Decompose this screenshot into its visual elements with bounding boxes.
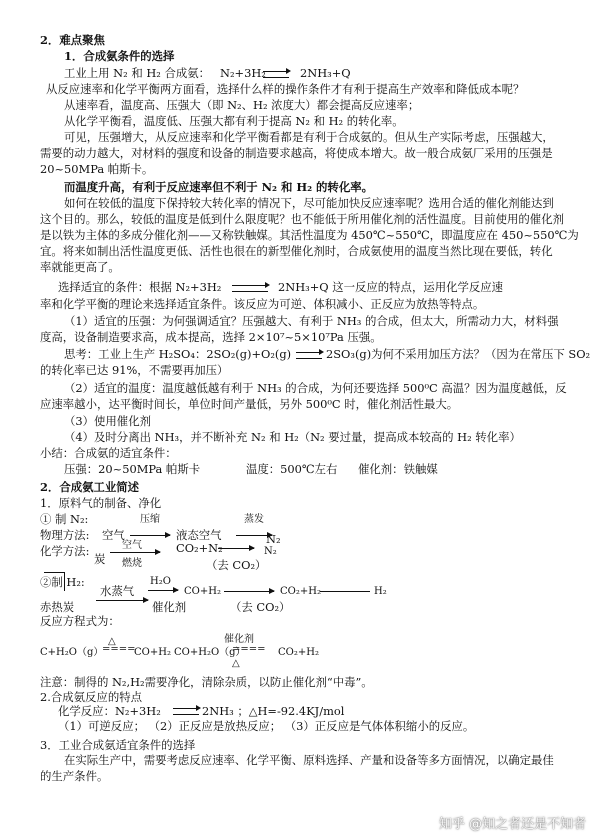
text-line: 如何在较低的温度下保持较大转化率的情况下，尽可能加快反应速率呢？选用合适的催化剂能达到 bbox=[64, 196, 554, 210]
text-line: ②制 H₂: bbox=[40, 575, 85, 589]
label: CO+H₂ bbox=[184, 586, 221, 597]
text-line: 率和化学平衡的理论来选择适宜条件。该反应为可逆、体积减小、正反应为放热等特点。 bbox=[40, 297, 485, 311]
equation-left: N₂+3H₂ bbox=[220, 66, 266, 80]
arrow-icon bbox=[110, 552, 160, 553]
text-line: 20~50MPa 帕斯卡。 bbox=[40, 162, 154, 176]
equation: CO+H₂O（g） bbox=[174, 647, 246, 658]
text-line: 2NH₃ ；△H=-92.4KJ/mol bbox=[202, 704, 345, 718]
text-line: （3）使用催化剂 bbox=[64, 414, 151, 428]
label: （去 CO₂） bbox=[230, 600, 291, 614]
summary-temperature: 温度：500℃左右 bbox=[246, 462, 338, 476]
section-title: 2．难点聚焦 bbox=[40, 33, 105, 47]
text-line: 2NH₃+Q 这一反应的特点，运用化学反应速 bbox=[278, 280, 504, 294]
text-line: 思考：工业上生产 H₂SO₄：2SO₂(g)+O₂(g) bbox=[64, 347, 292, 361]
note-line: 注意：制得的 N₂,H₂需要净化，清除杂质，以防止催化剂“中毒”。 bbox=[40, 675, 373, 689]
text-line: 的转化率已达 91%，不需要再加压） bbox=[40, 363, 229, 377]
label: CO₂+H₂ bbox=[280, 586, 321, 597]
text-line: 化学反应：N₂+3H₂ bbox=[58, 704, 161, 718]
reversible-arrow-icon bbox=[296, 352, 322, 359]
text-line: 2.合成氨反应的特点 bbox=[40, 690, 142, 704]
text-line: 选择适宜的条件：根据 N₂+3H₂ bbox=[58, 280, 222, 294]
reversible-arrow-icon bbox=[173, 708, 199, 715]
delta-icon: △ bbox=[232, 658, 240, 669]
label: N₂ bbox=[264, 546, 277, 557]
label: CO₂+N₂ bbox=[176, 541, 223, 555]
arrow-icon bbox=[224, 591, 274, 592]
text-line: 1．原料气的制备、净化 bbox=[40, 496, 162, 510]
watermark-label: 知乎 @知之者还是不知者 bbox=[438, 817, 586, 832]
bracket-icon bbox=[44, 572, 65, 591]
equation-right: 2NH₃+Q bbox=[300, 66, 351, 80]
arrow-icon bbox=[148, 590, 178, 591]
label: （去 CO₂） bbox=[206, 558, 267, 572]
text-line: 度高，设备制造要求高，成本提高，选择 2×10⁷~5×10⁷Pa 压强。 bbox=[40, 330, 382, 344]
text-line: （4）及时分离出 NH₃，并不断补充 N₂ 和 H₂（N₂ 要过量，提高成本较高的 H₂ 转化率） bbox=[64, 430, 521, 444]
reversible-arrow-icon bbox=[232, 285, 268, 292]
label: H₂ bbox=[374, 586, 387, 597]
summary-pressure: 压强：20~50MPa 帕斯卡 bbox=[64, 462, 201, 476]
text-line-bold: 而温度升高，有利于反应速率但不利于 N₂ 和 H₂ 的转化率。 bbox=[64, 180, 373, 194]
reversible-arrow-icon bbox=[263, 71, 289, 78]
text-line: （2）适宜的温度：温度越低越有利于 NH₃ 的合成，为何还要选择 500⁰C 高温？因为温度越低，反 bbox=[64, 381, 567, 395]
arrow-label: 空气 bbox=[122, 540, 142, 551]
text-line: （1）适宜的压强：为何强调适宜？压强越大、有利于 NH₃ 的合成，但太大，所需动力大，材料强 bbox=[64, 314, 559, 328]
arrow-label: 水蒸气 bbox=[100, 584, 135, 598]
text-line: 的生产条件。 bbox=[40, 769, 109, 783]
text-line: （1）可逆反应； （2）正反应是放热反应； （3）正反应是气体体积缩小的反应。 bbox=[58, 719, 475, 733]
equals-sign: ==== bbox=[102, 644, 136, 655]
label: 反应方程式为： bbox=[40, 614, 120, 628]
subsection-title: 1．合成氨条件的选择 bbox=[64, 49, 175, 63]
arrow-label: H₂O bbox=[150, 576, 171, 587]
arrow-label: 压缩 bbox=[140, 514, 160, 525]
label: N₂ bbox=[266, 532, 281, 546]
summary-catalyst: 催化剂：铁触媒 bbox=[358, 462, 438, 476]
arrow-icon bbox=[130, 535, 170, 536]
label: 化学方法: bbox=[40, 544, 90, 558]
divider-line bbox=[320, 591, 370, 592]
label: 催化剂 bbox=[152, 600, 187, 614]
condition-label: 催化剂 bbox=[224, 634, 254, 645]
label: 炭 bbox=[94, 552, 106, 566]
text-line: 从化学平衡看，温度低、压强大都有利于提高 N₂ 和 H₂ 的转化率。 bbox=[64, 114, 404, 128]
text-line: 可见，压强增大，从反应速率和化学平衡看都是有利于合成氨的。但从生产实际考虑，压强越大， bbox=[64, 130, 554, 144]
text-line: 工业上用 N₂ 和 H₂ 合成氨： bbox=[64, 66, 211, 80]
text-line: 2SO₃(g)为何不采用加压方法？（因为在常压下 SO₂ bbox=[326, 347, 591, 361]
text-line: 率就能更高了。 bbox=[40, 260, 120, 274]
label: 空气 bbox=[102, 528, 125, 542]
text-line: 需要的动力越大，对材料的强度和设备的制造要求越高，将使成本增大。故一般合成氨厂采用的压强是 bbox=[40, 146, 553, 160]
section-title: 2．合成氨工业简述 bbox=[40, 480, 140, 494]
label: 液态空气 bbox=[176, 528, 222, 542]
text-line: 这个目的。那么，较低的温度是低到什么限度呢？也不能低于所用催化剂的活性温度。目前使用的催化剂 bbox=[40, 212, 564, 226]
label: 物理方法: bbox=[40, 528, 90, 542]
text-line: 从速率看，温度高、压强大（即 N₂、H₂ 浓度大）都会提高反应速率； bbox=[64, 98, 420, 112]
arrow-icon bbox=[218, 548, 254, 549]
equation: CO+H₂ bbox=[134, 647, 171, 658]
arrow-label: 燃烧 bbox=[122, 558, 142, 569]
text-line: 从反应速率和化学平衡两方面看，选择什么样的操作条件才有利于提高生产效率和降低成本呢？ bbox=[46, 82, 525, 96]
text-line: 应速率越小，达平衡时间长，单位时间产量低，另外 500⁰C 时，催化剂活性最大。 bbox=[40, 397, 459, 411]
equation: C+H₂O（g） bbox=[40, 647, 104, 658]
text-line: 是以铁为主体的多成分催化剂——又称铁触媒。其活性温度为 450℃~550℃，即温度应在 450~550℃为 bbox=[40, 228, 579, 242]
equation: CO₂+H₂ bbox=[278, 647, 319, 658]
arrow-icon bbox=[96, 600, 148, 601]
text-line: 小结：合成氨的适宜条件： bbox=[40, 446, 177, 460]
arrow-label: 蒸发 bbox=[244, 514, 264, 525]
text-line: 宜。将来如制出活性温度更低、活性也很在的新型催化剂时，合成氨使用的温度当然比现在要低，转化 bbox=[40, 244, 553, 258]
text-line: 3．工业合成氨适宜条件的选择 bbox=[40, 738, 196, 752]
equals-sign: ==== bbox=[232, 644, 266, 655]
label: 赤热炭 bbox=[40, 600, 75, 614]
text-line: 在实际生产中，需要考虑反应速率、化学平衡、原料选择、产量和设备等多方面情况，以确定最佳 bbox=[64, 753, 554, 767]
delta-icon: △ bbox=[108, 636, 116, 647]
text-line: ① 制 N₂: bbox=[40, 512, 89, 526]
